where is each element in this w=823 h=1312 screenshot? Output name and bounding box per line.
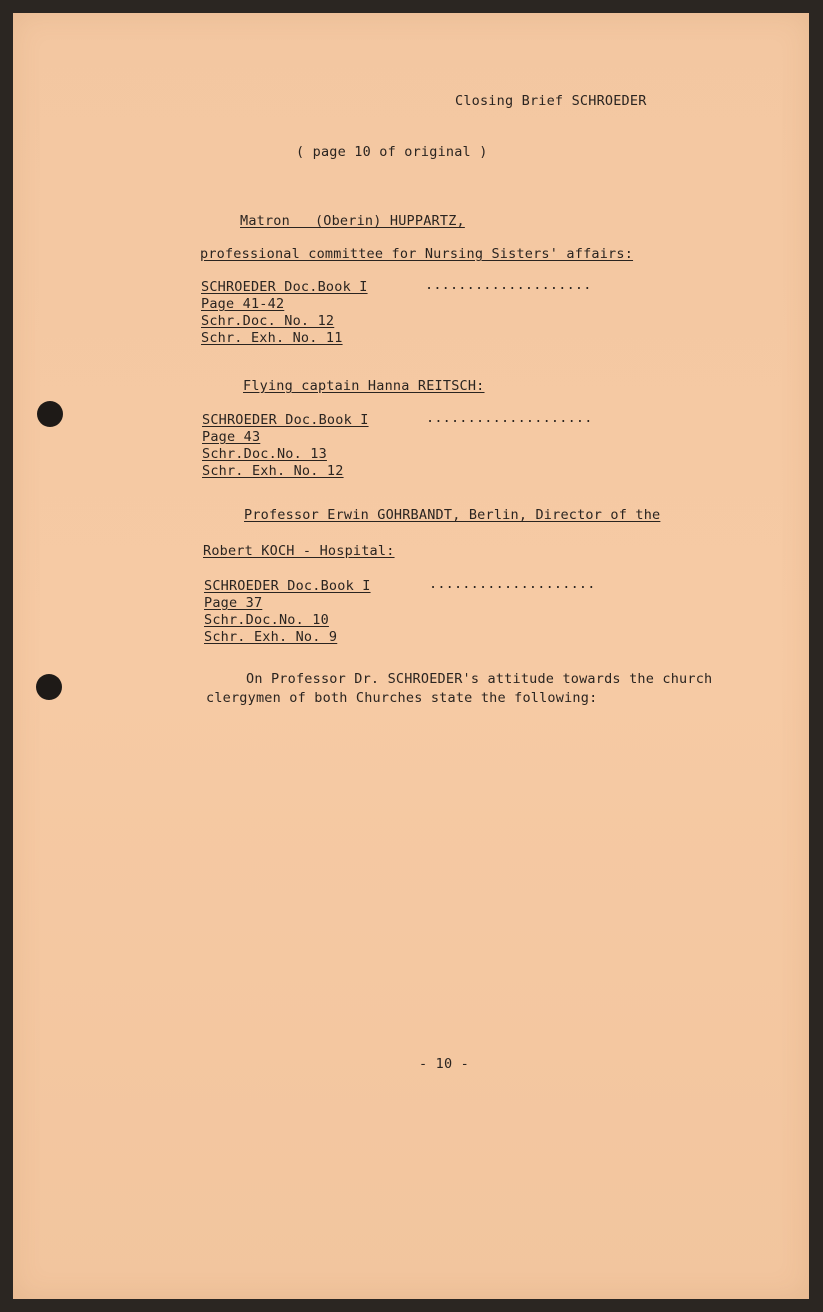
running-title: Closing Brief SCHROEDER bbox=[455, 93, 647, 109]
entry-heading: Matron (Oberin) HUPPARTZ, bbox=[240, 213, 465, 229]
doc-ref: Schr. Exh. No. 12 bbox=[202, 463, 344, 479]
doc-ref: Page 43 bbox=[202, 429, 261, 445]
closing-paragraph-line: On Professor Dr. SCHROEDER's attitude towards the church bbox=[246, 671, 713, 687]
doc-ref: Page 41-42 bbox=[201, 296, 285, 312]
doc-ref: SCHROEDER Doc.Book I bbox=[201, 279, 368, 295]
dot-leader: .................... bbox=[425, 277, 592, 293]
dot-leader: .................... bbox=[429, 576, 596, 592]
punch-hole bbox=[37, 401, 63, 427]
closing-paragraph-line: clergymen of both Churches state the following: bbox=[206, 690, 598, 706]
entry-heading: Flying captain Hanna REITSCH: bbox=[243, 378, 485, 394]
dot-leader: .................... bbox=[426, 410, 593, 426]
doc-ref: SCHROEDER Doc.Book I bbox=[204, 578, 371, 594]
doc-ref: Schr. Exh. No. 11 bbox=[201, 330, 343, 346]
page-number: - 10 - bbox=[419, 1056, 469, 1072]
doc-ref: Schr. Exh. No. 9 bbox=[204, 629, 338, 645]
doc-ref: Schr.Doc.No. 10 bbox=[204, 612, 329, 628]
doc-ref: SCHROEDER Doc.Book I bbox=[202, 412, 369, 428]
entry-heading: professional committee for Nursing Sisters' affairs: bbox=[200, 246, 634, 262]
entry-heading: Robert KOCH - Hospital: bbox=[203, 543, 395, 559]
entry-heading: Professor Erwin GOHRBANDT, Berlin, Director of the bbox=[244, 507, 661, 523]
doc-ref: Schr.Doc. No. 12 bbox=[201, 313, 335, 329]
doc-ref: Schr.Doc.No. 13 bbox=[202, 446, 327, 462]
punch-hole bbox=[36, 674, 62, 700]
doc-ref: Page 37 bbox=[204, 595, 263, 611]
document-page bbox=[13, 13, 809, 1299]
page-note: ( page 10 of original ) bbox=[296, 144, 488, 160]
